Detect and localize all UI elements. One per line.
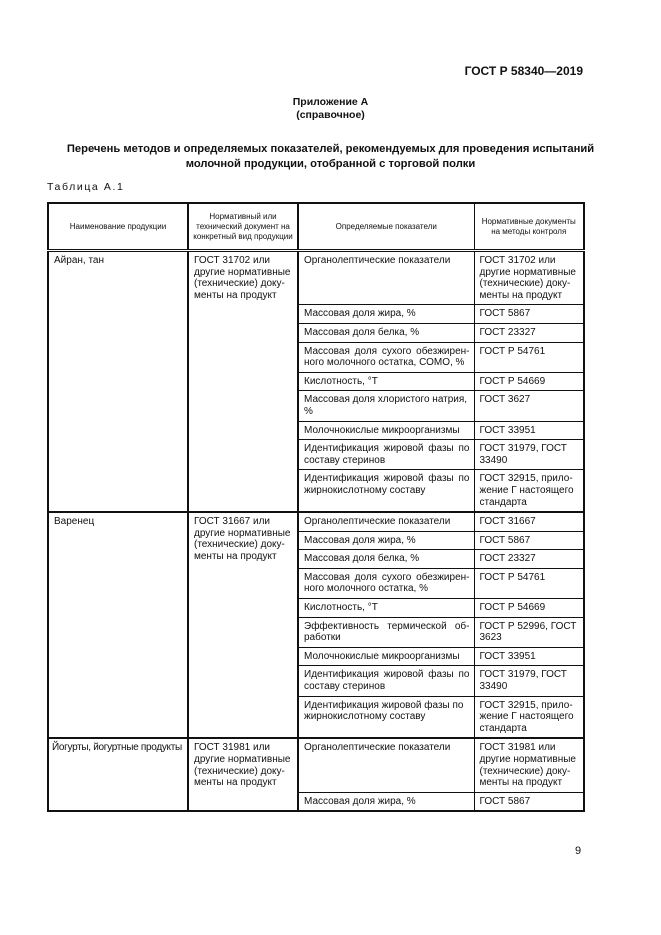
column-header-methods: Нормативные документы на методы контроля xyxy=(474,203,584,251)
indicator: Идентификация жировой фазы по составу стеринов xyxy=(298,440,474,470)
method: ГОСТ Р 54761 xyxy=(474,342,584,372)
method: ГОСТ 31979, ГОСТ 33490 xyxy=(474,666,584,696)
standard-number: ГОСТ Р 58340—2019 xyxy=(464,64,583,78)
indicator: Массовая доля жира, % xyxy=(298,305,474,324)
annex-status: (справочное) xyxy=(296,109,365,121)
method: ГОСТ Р 54669 xyxy=(474,372,584,391)
method: ГОСТ 23327 xyxy=(474,550,584,569)
table-label: Таблица А.1 xyxy=(47,181,125,193)
methods-table xyxy=(47,202,585,812)
indicator: Молочнокислые микроорганизмы xyxy=(298,647,474,666)
indicator: Массовая доля жира, % xyxy=(298,792,474,811)
indicator: Органолептические показатели xyxy=(298,251,474,305)
document-title xyxy=(30,142,631,171)
table-row xyxy=(48,738,584,792)
column-header-indicators: Определяемые показатели xyxy=(298,203,474,251)
product-name: Варенец xyxy=(48,512,188,738)
indicator: Массовая доля сухого обезжирен-ного молочного остатка, СОМО, % xyxy=(298,342,474,372)
document-title-line-1: Перечень методов и определяемых показателей, рекомендуемых для проведения испытаний xyxy=(66,143,595,155)
product-name: Айран, тан xyxy=(48,251,188,513)
table-row xyxy=(48,512,584,531)
indicator: Кислотность, °Т xyxy=(298,372,474,391)
column-header-product-doc: Нормативный или технический документ на конкретный вид продукции xyxy=(188,203,298,251)
method: ГОСТ 3627 xyxy=(474,391,584,421)
method: ГОСТ Р 54761 xyxy=(474,568,584,598)
page-number: 9 xyxy=(575,845,582,857)
method: ГОСТ 31979, ГОСТ 33490 xyxy=(474,440,584,470)
method: ГОСТ 33951 xyxy=(474,647,584,666)
table-header-row xyxy=(48,203,584,251)
indicator: Молочнокислые микроорганизмы xyxy=(298,421,474,440)
indicator: Идентификация жировой фазы по жирнокислотному составу xyxy=(298,696,474,738)
method: ГОСТ 31667 xyxy=(474,512,584,531)
indicator: Массовая доля белка, % xyxy=(298,323,474,342)
indicator: Идентификация жировой фазы по составу стеринов xyxy=(298,666,474,696)
annex-title: Приложение А xyxy=(292,96,369,108)
indicator: Кислотность, °Т xyxy=(298,599,474,618)
method: ГОСТ 31702 или другие нормативные (технические) доку-менты на продукт xyxy=(474,251,584,305)
product-name: Йогурты, йогуртные продукты xyxy=(48,738,188,811)
product-document: ГОСТ 31702 или другие нормативные (технические) доку-менты на продукт xyxy=(188,251,298,513)
product-document: ГОСТ 31981 или другие нормативные (технические) доку-менты на продукт xyxy=(188,738,298,811)
method: ГОСТ 32915, прило-жение Г настоящего стандарта xyxy=(474,696,584,738)
column-header-product: Наименование продукции xyxy=(48,203,188,251)
indicator: Массовая доля белка, % xyxy=(298,550,474,569)
indicator: Органолептические показатели xyxy=(298,738,474,792)
indicator: Массовая доля жира, % xyxy=(298,531,474,550)
product-document: ГОСТ 31667 или другие нормативные (технические) доку-менты на продукт xyxy=(188,512,298,738)
method: ГОСТ 32915, прило-жение Г настоящего стандарта xyxy=(474,470,584,512)
table-row xyxy=(48,251,584,305)
annex-heading xyxy=(0,96,661,122)
method: ГОСТ 33951 xyxy=(474,421,584,440)
document-title-line-2: молочной продукции, отобранной с торговой полки xyxy=(185,157,476,170)
method: ГОСТ 23327 xyxy=(474,323,584,342)
method: ГОСТ 5867 xyxy=(474,305,584,324)
indicator: Массовая доля сухого обезжирен-ного молочного остатка, % xyxy=(298,568,474,598)
indicator: Эффективность термической об-работки xyxy=(298,617,474,647)
indicator: Органолептические показатели xyxy=(298,512,474,531)
method: ГОСТ 31981 или другие нормативные (технические) доку-менты на продукт xyxy=(474,738,584,792)
method: ГОСТ Р 54669 xyxy=(474,599,584,618)
method: ГОСТ Р 52996, ГОСТ 3623 xyxy=(474,617,584,647)
method: ГОСТ 5867 xyxy=(474,792,584,811)
method: ГОСТ 5867 xyxy=(474,531,584,550)
indicator: Массовая доля хлористого натрия, % xyxy=(298,391,474,421)
indicator: Идентификация жировой фазы по жирнокислотному составу xyxy=(298,470,474,512)
